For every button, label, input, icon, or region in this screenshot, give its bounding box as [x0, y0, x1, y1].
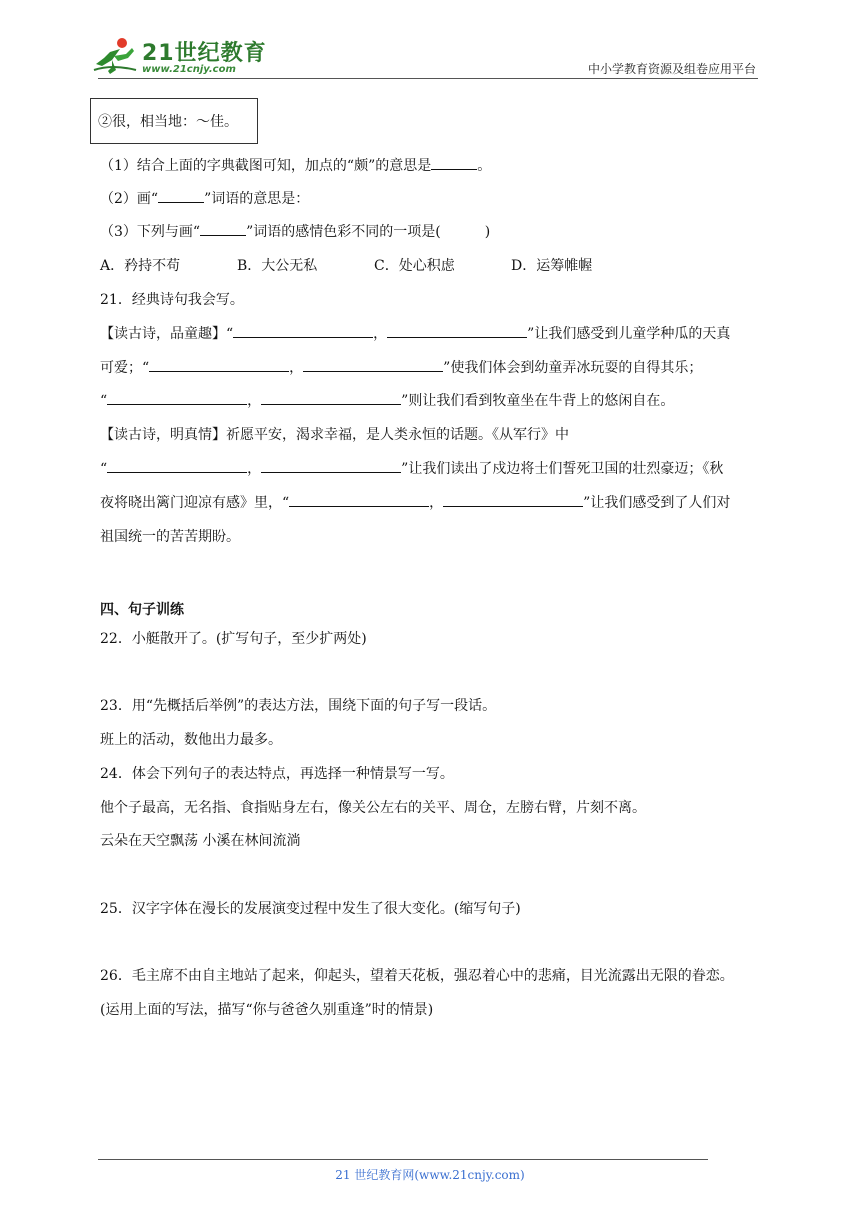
q20-sub1-text: （1）结合上面的字典截图可知，加点的“颇”的意思是: [100, 158, 432, 174]
text: ”使我们体会到幼童弄冰玩耍的自得其乐；: [443, 360, 703, 376]
footer-link[interactable]: 21 世纪教育网(www.21cnjy.com): [335, 1168, 525, 1182]
q24-sentence: 他个子最高，无名指、食指贴身左右，像关公左右的关平、周仓，左膀右臂，片刻不离。: [100, 800, 646, 816]
text: ，: [247, 461, 262, 477]
footer-divider: [98, 1159, 708, 1160]
q21-line2: [100, 357, 702, 377]
answer-blank[interactable]: [431, 157, 477, 170]
text: ，: [289, 360, 304, 376]
poem-blank[interactable]: [149, 359, 289, 372]
q23-sentence: 班上的活动，数他出力最多。: [100, 732, 282, 748]
text: “: [100, 393, 108, 409]
poem-blank[interactable]: [261, 460, 401, 473]
section-title: 四、句子训练: [100, 602, 184, 618]
text: ”则让我们看到牧童坐在牛背上的悠闲自在。: [401, 393, 675, 409]
q21-line7: 祖国统一的苦苦期盼。: [100, 529, 240, 545]
poem-blank[interactable]: [303, 359, 443, 372]
q26-line1: 26．毛主席不由自主地站了起来，仰起头，望着天花板，强忍着心中的悲痛，目光流露出无限的眷恋。: [100, 968, 734, 984]
text: 【读古诗，品童趣】“: [100, 326, 234, 342]
runner-logo-icon: [92, 36, 138, 76]
answer-blank[interactable]: [200, 223, 246, 236]
option-b[interactable]: B．大公无私: [237, 258, 318, 274]
q20-sub2-end: ”词语的意思是：: [204, 191, 310, 207]
site-logo: [92, 36, 267, 80]
q22: 22．小艇散开了。(扩写句子，至少扩两处): [100, 631, 367, 647]
dictionary-excerpt-box: ②很，相当地：～佳。: [90, 98, 258, 144]
text: 可爱；“: [100, 360, 150, 376]
text: ”让我们感受到了人们对: [583, 495, 731, 511]
option-a[interactable]: A．矜持不苟: [100, 258, 181, 274]
q26-line2: (运用上面的写法，描写“你与爸爸久别重逢”时的情景): [100, 1002, 434, 1018]
option-c[interactable]: C．处心积虑: [374, 258, 455, 274]
q20-sub2: [100, 188, 309, 208]
text: “: [100, 461, 108, 477]
q20-sub2-text: （2）画“: [100, 191, 159, 207]
poem-blank[interactable]: [107, 392, 247, 405]
q21-line6: [100, 492, 730, 512]
q20-sub3-text: （3）下列与画“: [100, 224, 201, 240]
q21-line3: [100, 390, 674, 410]
poem-blank[interactable]: [387, 325, 527, 338]
poem-blank[interactable]: [107, 460, 247, 473]
q21-line5: [100, 458, 723, 478]
header-divider: [98, 78, 758, 79]
q20-sub1-end: 。: [477, 158, 492, 174]
poem-blank[interactable]: [443, 494, 583, 507]
poem-blank[interactable]: [233, 325, 373, 338]
q21-line1: [100, 323, 730, 343]
q20-sub3-mid: ”词语的感情色彩不同的一项是(: [246, 224, 441, 240]
text: ”让我们感受到儿童学种瓜的天真: [527, 326, 731, 342]
q20-options: [100, 255, 592, 275]
answer-blank[interactable]: [158, 190, 204, 203]
q21-line4: 【读古诗，明真情】祈愿平安，渴求幸福，是人类永恒的话题。《从军行》中: [100, 427, 569, 443]
q23-title: 23．用“先概括后举例”的表达方法，围绕下面的句子写一段话。: [100, 698, 497, 714]
q20-sub3-end: ): [484, 224, 491, 240]
text: ，: [429, 495, 444, 511]
text: ，: [373, 326, 388, 342]
q21-title: 21．经典诗句我会写。: [100, 292, 244, 308]
q24-scenes: 云朵在天空飘荡 小溪在林间流淌: [100, 833, 301, 849]
q20-sub3: [100, 221, 490, 241]
logo-url: www.21cnjy.com: [142, 64, 236, 75]
text: ，: [247, 393, 262, 409]
q25: 25．汉字字体在漫长的发展演变过程中发生了很大变化。(缩写句子): [100, 901, 521, 917]
q20-sub1: [100, 155, 491, 175]
platform-title: 中小学教育资源及组卷应用平台: [587, 62, 756, 76]
text: ”让我们读出了戍边将士们誓死卫国的壮烈豪迈；《秋: [401, 461, 724, 477]
text: 夜将晓出篱门迎凉有感》里，“: [100, 495, 290, 511]
option-d[interactable]: D．运筹帷幄: [511, 258, 593, 274]
logo-text: 21世纪教育: [142, 41, 267, 66]
q24-title: 24．体会下列句子的表达特点，再选择一种情景写一写。: [100, 766, 454, 782]
poem-blank[interactable]: [261, 392, 401, 405]
poem-blank[interactable]: [289, 494, 429, 507]
